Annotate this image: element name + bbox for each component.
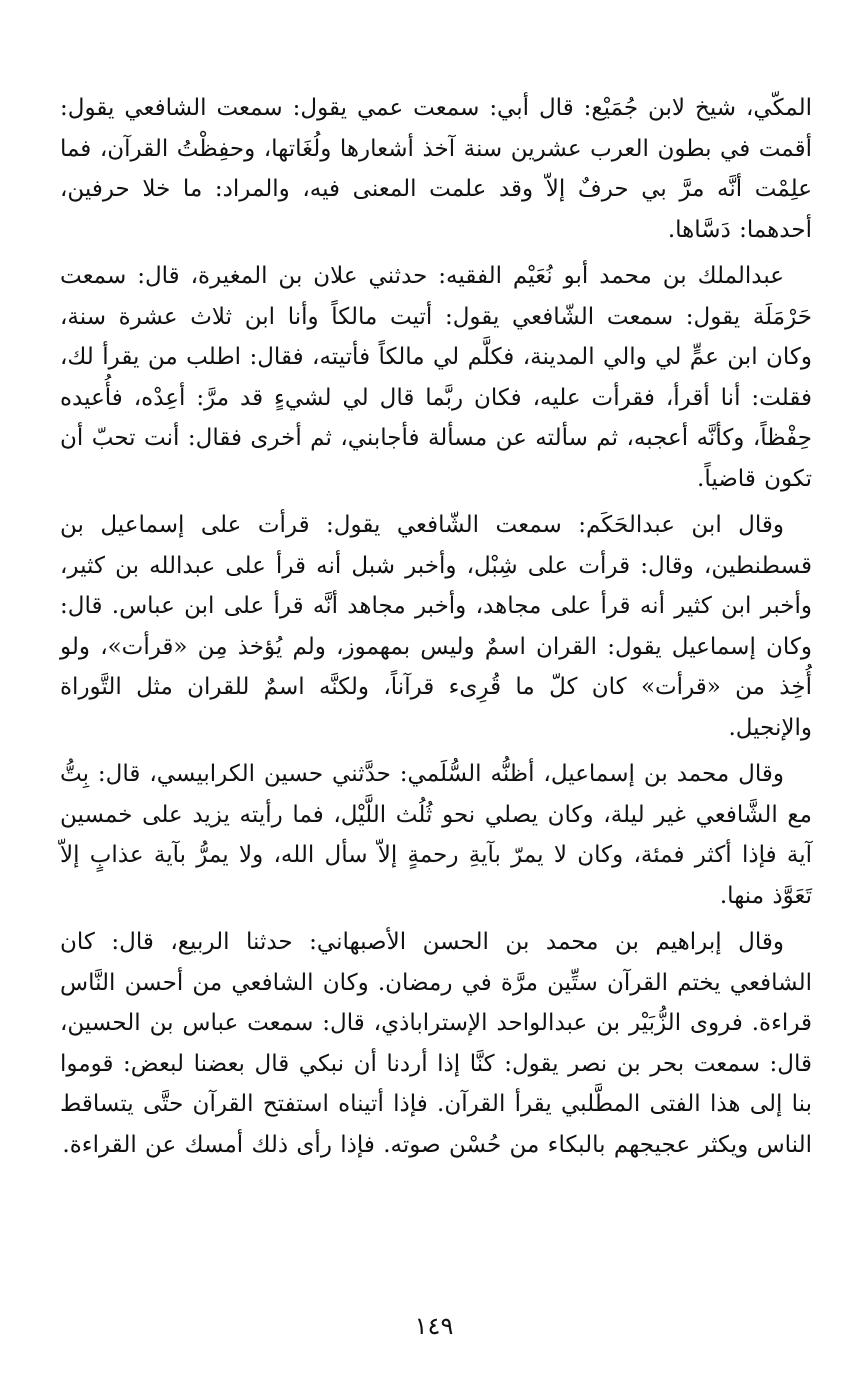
paragraph-2: عبدالملك بن محمد أبو نُعَيْم الفقيه: حدثني علان بن المغيرة، قال: سمعت حَرْمَلَة يقول: سمعت الشّافعي يقول: أتيت مالكاً وأنا ابن ثلاث عشرة سنة، وكان ابن عمٍّ لي والي المدينة، فكلَّم لي مالكاً فأتيته، فقال: اطلب من يقرأ لك، فقلت: أنا أقرأ، فقرأت عليه، فكان ربَّما قال لي لشيءٍ قد مرَّ: أعِدْه، فأُعيده حِفْظاً، وكأنَّه أعجبه، ثم سألته عن مسألة فأجابني، ثم أخرى فقال: أنت تحبّ أن تكون قاضياً. (60, 263, 812, 492)
paragraph-5: وقال إبراهيم بن محمد بن الحسن الأصبهاني: حدثنا الربيع، قال: كان الشافعي يختم القرآن ستِّين مرَّة في رمضان. وكان الشافعي من أحسن النَّاس قراءة. فروى الزُّبَيْر بن عبدالواحد الإستراباذي، قال: سمعت عباس بن الحسين، قال: سمعت بحر بن نصر يقول: كنَّا إذا أردنا أن نبكي قال بعضنا لبعض: قوموا بنا إلى هذا الفتى المطَّلبي يقرأ القرآن. فإذا أتيناه استفتح القرآن حتَّى يتساقط الناس ويكثر عجيجهم بالبكاء من حُسْن صوته. فإذا رأى ذلك أمسك عن القراءة. (60, 929, 812, 1158)
page-number: ١٤٩ (414, 1312, 454, 1340)
page-body (60, 88, 812, 1171)
paragraph-4: وقال محمد بن إسماعيل، أظنُّه السُّلَمي: حدَّثني حسين الكرابيسي، قال: بِتُّ مع الشَّافعي غير ليلة، وكان يصلي نحو ثُلُث اللَّيْل، فما رأيته يزيد على خمسين آية فإذا أكثر فمئة، وكان لا يمرّ بآيةِ رحمةٍ إلاّ سأل الله، ولا يمرُّ بآية عذابٍ إلاّ تَعَوَّذ منها. (60, 761, 812, 909)
paragraph-3: وقال ابن عبدالحَكَم: سمعت الشّافعي يقول: قرأت على إسماعيل بن قسطنطين، وقال: قرأت على شِبْل، وأخبر شبل أنه قرأ على عبدالله بن كثير، وأخبر ابن كثير أنه قرأ على مجاهد، وأخبر مجاهد أنَّه قرأ على ابن عباس. قال: وكان إسماعيل يقول: القران اسمٌ وليس بمهموز، ولم يُؤخذ مِن «قرأت»، ولو أُخِذ من «قرأت» كان كلّ ما قُرِىء قرآناً، ولكنَّه اسمٌ للقران مثل التَّوراة والإنجيل. (60, 512, 812, 741)
paragraph-1: المكّي، شيخ لابن جُمَيْع: قال أبي: سمعت عمي يقول: سمعت الشافعي يقول: أقمت في بطون العرب عشرين سنة آخذ أشعارها ولُغَاتها، وحفِظْتُ القرآن، فما علِمْت أنَّه مرَّ بي حرفٌ إلاّ وقد علمت المعنى فيه، والمراد: ما خلا حرفين، أحدهما: دَسَّاها. (60, 95, 812, 243)
